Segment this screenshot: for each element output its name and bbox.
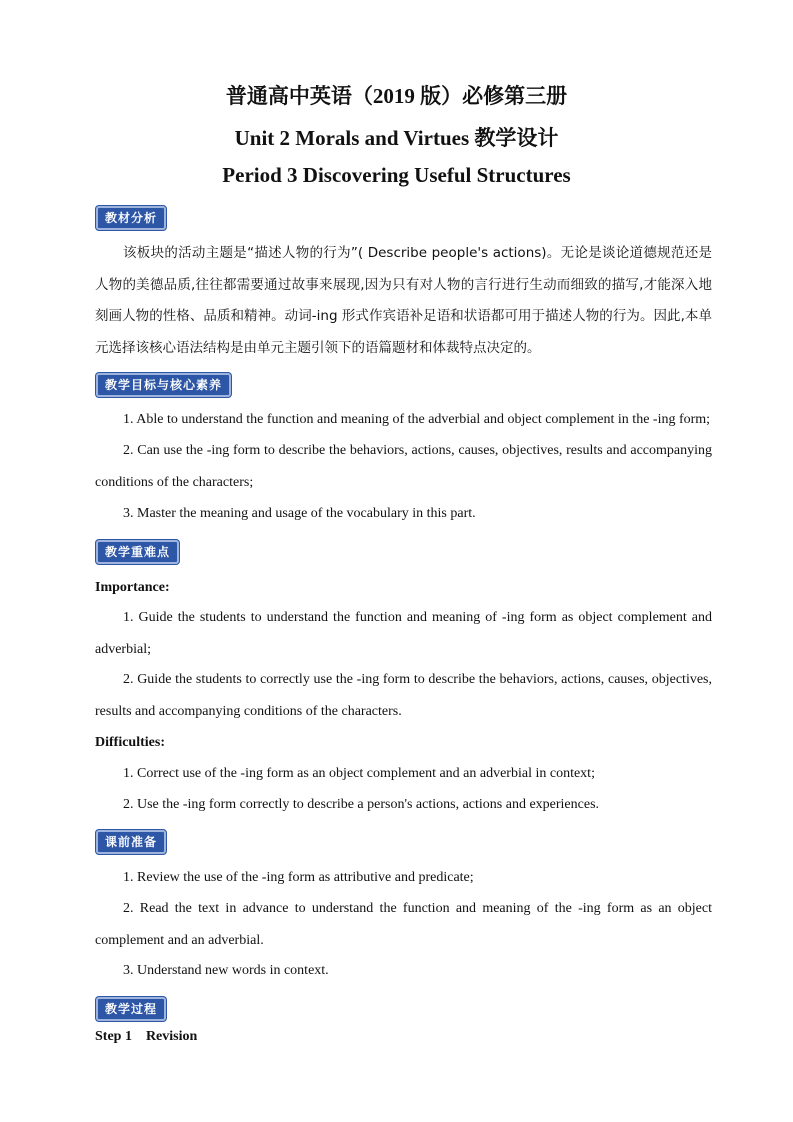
objective-item-3: 3. Master the meaning and usage of the vocabulary in this part.	[123, 506, 476, 521]
preparation-item-3: 3. Understand new words in context.	[123, 963, 329, 978]
objective-item-2: 2. Can use the -ing form to describe the behaviors, actions, causes, objectives, results and accompanying conditions of the characters;	[95, 443, 712, 490]
section-badge-preparation: 课前准备	[96, 830, 166, 854]
preparation-item-1: 1. Review the use of the -ing form as attributive and predicate;	[123, 870, 474, 885]
importance-item-2: 2. Guide the students to correctly use the -ing form to describe the behaviors, actions, causes, objectives, results and accompanying conditions of the characters.	[95, 672, 712, 719]
section-badge-process: 教学过程	[96, 997, 166, 1021]
difficulties-item-2: 2. Use the -ing form correctly to describe a person's actions, actions and experiences.	[123, 797, 600, 812]
section-badge-objectives: 教学目标与核心素养	[96, 373, 231, 397]
importance-item-1: 1. Guide the students to understand the function and meaning of -ing form as object complement and adverbial;	[95, 610, 712, 657]
section-badge-key-points: 教学重难点	[96, 540, 179, 564]
unit-title: Unit 2 Morals and Virtues 教学设计	[234, 126, 559, 150]
difficulties-label: Difficulties:	[95, 735, 165, 750]
section-badge-analysis: 教材分析	[96, 206, 166, 230]
importance-label: Importance:	[95, 580, 170, 595]
objective-item-1: 1. Able to understand the function and meaning of the adverbial and object complement in the -ing form;	[123, 412, 711, 427]
period-title: Period 3 Discovering Useful Structures	[222, 163, 571, 187]
difficulties-item-1: 1. Correct use of the -ing form as an object complement and an adverbial in context;	[123, 766, 595, 781]
analysis-paragraph: 该板块的活动主题是“描述人物的行为”( Describe people's actions)。无论是谈论道德规范还是人物的美德品质,往往都需要通过故事来展现,因为只有对人物的言行进行生动而细致的描写,才能深入地刻画人物的性格、品质和精神。动词-ing 形式作宾语补足语和状语都可用于描述人物的行为。因此,本单元选择该核心语法结构是由单元主题引领下的语篇题材和体裁特点决定的。	[95, 245, 712, 356]
preparation-item-2: 2. Read the text in advance to understand the function and meaning of the -ing form as an object complement and an adverbial.	[95, 901, 712, 948]
document-title: 普通高中英语（2019 版）必修第三册	[225, 84, 568, 108]
step-1-heading: Step 1 Revision	[95, 1029, 198, 1044]
